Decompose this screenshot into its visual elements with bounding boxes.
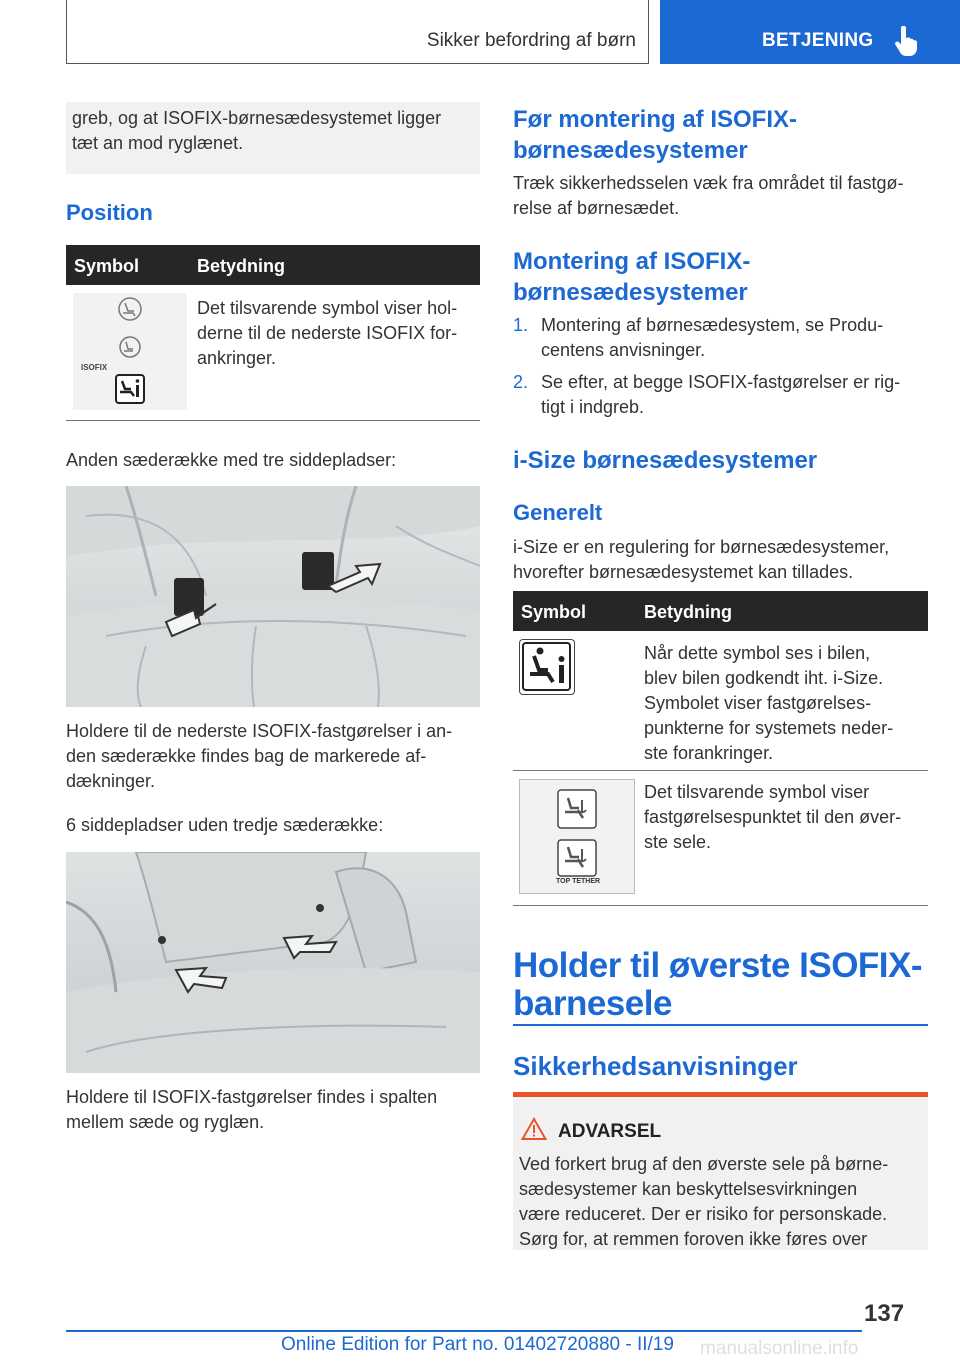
intro-text <box>72 106 482 156</box>
table2-bottom-rule <box>513 905 928 906</box>
table1-line: ankringer. <box>197 348 277 368</box>
step-line: tigt i indgreb. <box>541 397 645 417</box>
step-number: 1. <box>513 315 529 335</box>
table2-row2-meaning <box>644 780 928 855</box>
text-line: hvorefter børnesædesystemet kan tillades. <box>513 562 854 582</box>
header-section-tab <box>66 0 649 64</box>
step-line: Se efter, at begge ISOFIX-fastgørelser er rig- <box>541 372 901 392</box>
table2-row1-meaning <box>644 641 928 766</box>
heading-line: Før montering af ISOFIX- <box>513 106 798 133</box>
header-chapter-title: BETJENING <box>762 30 874 51</box>
table2-header <box>513 591 928 631</box>
isize-heading: i-Size børnesædesystemer <box>513 447 818 474</box>
caption-line: den sæderække findes bag de markerede af- <box>66 746 427 766</box>
intro-line: tæt an mod ryglænet. <box>72 133 244 153</box>
warning-line: være reduceret. Der er risiko for personskade. <box>519 1204 888 1224</box>
table2-line: Når dette symbol ses i bilen, <box>644 643 871 663</box>
table2-col-symbol: Symbol <box>521 602 587 622</box>
text-line: relse af børnesædet. <box>513 198 680 218</box>
before-mounting-text <box>513 171 933 221</box>
header-section-title: Sikker befordring af børn <box>426 30 636 51</box>
table1-bottom-rule <box>66 420 480 421</box>
caption-2 <box>66 1085 480 1135</box>
position-heading: Position <box>66 200 153 225</box>
isize-seat-icon <box>520 640 573 693</box>
six-seats-text: 6 siddepladser uden tredje sæderække: <box>66 815 384 835</box>
table2-line: ste forankringer. <box>644 743 774 763</box>
table2-line: ste sele. <box>644 832 712 852</box>
table1-line: derne til de nederste ISOFIX for- <box>197 323 458 343</box>
heading-line: børnesædesystemer <box>513 137 748 164</box>
step-line: centens anvisninger. <box>541 340 706 360</box>
footer-edition: Online Edition for Part no. 01402720880 - II/19 <box>281 1334 674 1355</box>
table1-meaning <box>197 296 480 371</box>
table2-line: blev bilen godkendt iht. i-Size. <box>644 668 884 688</box>
warning-line: sædesystemer kan beskyttelsesvirkningen <box>519 1179 858 1199</box>
table2-line: punkterne for systemets neder- <box>644 718 894 738</box>
general-heading: Generelt <box>513 500 603 525</box>
isofix-label: ISOFIX <box>81 363 108 372</box>
table1-col-symbol: Symbol <box>74 256 140 276</box>
warning-triangle-icon <box>521 1117 547 1141</box>
rear-seat-photo-2 <box>66 852 480 1073</box>
hand-pointer-icon <box>894 26 920 56</box>
caption-line: dækninger. <box>66 771 156 791</box>
text-line: Træk sikkerhedsselen væk fra området til fastgø- <box>513 173 904 193</box>
intro-line: greb, og at ISOFIX-børnesædesystemet ligger <box>72 108 442 128</box>
isize-symbol-cell <box>519 639 575 695</box>
table2-line: Symbolet viser fastgørelses- <box>644 693 872 713</box>
watermark: manualsonline.info <box>700 1338 859 1359</box>
table2-line: fastgørelsespunktet til den øver- <box>644 807 902 827</box>
heading-line: børnesædesystemer <box>513 279 748 306</box>
holder-heading <box>513 947 943 1023</box>
table1-header <box>66 245 480 285</box>
general-text <box>513 535 933 585</box>
warning-text <box>519 1152 929 1252</box>
warning-label: ADVARSEL <box>558 1121 662 1142</box>
caption-line: Holdere til ISOFIX-fastgørelser findes i spalten <box>66 1087 438 1107</box>
safety-heading: Sikkerhedsanvisninger <box>513 1051 798 1081</box>
top-tether-icon <box>520 780 634 893</box>
step-2 <box>513 370 933 420</box>
footer-rule <box>66 1330 862 1332</box>
isofix-symbols-icon <box>73 293 187 410</box>
warning-line: Ved forkert brug af den øverste sele på børne- <box>519 1154 889 1174</box>
step-line: Montering af børnesædesystem, se Produ- <box>541 315 884 335</box>
table1-line: Det tilsvarende symbol viser hol- <box>197 298 458 318</box>
table2-col-meaning: Betydning <box>644 602 732 622</box>
text-line: i-Size er en regulering for børnesædesystemer, <box>513 537 890 557</box>
step-number: 2. <box>513 372 529 392</box>
caption-line: mellem sæde og ryglæn. <box>66 1112 265 1132</box>
second-row-text: Anden sæderække med tre siddepladser: <box>66 450 397 470</box>
mounting-heading <box>513 246 933 308</box>
heading-line: Montering af ISOFIX- <box>513 248 751 275</box>
table2-line: Det tilsvarende symbol viser <box>644 782 870 802</box>
table1-symbol-cell <box>73 293 187 410</box>
table2-row-rule <box>513 770 928 771</box>
before-mounting-heading <box>513 104 933 166</box>
heading-line: Holder til øverste ISOFIX- <box>513 946 923 985</box>
step-1 <box>513 313 933 363</box>
top-tether-symbol-cell <box>519 779 635 894</box>
rear-seat-photo-1 <box>66 486 480 707</box>
caption-line: Holdere til de nederste ISOFIX-fastgørelser i an- <box>66 721 453 741</box>
holder-heading-rule <box>513 1024 928 1026</box>
heading-line: barnesele <box>513 984 672 1023</box>
caption-1 <box>66 719 480 794</box>
top-tether-label: TOP TETHER <box>556 878 601 885</box>
table1-col-meaning: Betydning <box>197 256 285 276</box>
warning-line: Sørg for, at remmen foroven ikke føres over <box>519 1229 868 1249</box>
page-number: 137 <box>864 1300 905 1327</box>
